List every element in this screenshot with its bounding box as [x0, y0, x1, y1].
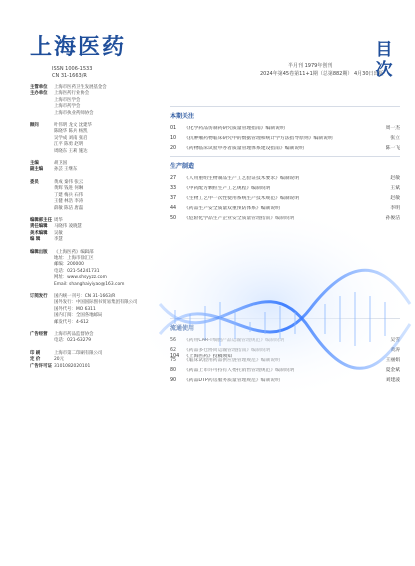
toc-author: 周一杰 [385, 126, 400, 131]
meta-value: 胡卫国 [54, 161, 68, 167]
meta-value: 上海医药行业协会 [54, 91, 90, 97]
section-title: 本期关注 [170, 113, 195, 120]
meta-key: 委员 [30, 179, 39, 185]
section-divider [170, 106, 400, 107]
meta-key: 副主编 [30, 167, 44, 173]
meta-value: 上海市第二印刷有限公司 [54, 350, 103, 356]
meta-value: 国外发行：中国国际图书贸易集团有限公司 [54, 300, 138, 306]
toc-page: 44 [170, 206, 177, 211]
toc-row [170, 126, 400, 132]
meta-value: Email: shanghaiyiyao@163.com [54, 281, 125, 287]
meta-key [30, 149, 54, 155]
toc-page: 20 [170, 146, 177, 151]
meta-row [30, 206, 160, 212]
meta-value: 电话：021-63279 [54, 338, 92, 344]
meta-key: 订阅发行 [30, 293, 48, 299]
toc-row [170, 206, 400, 212]
toc-page: 104 [170, 354, 180, 359]
meta-row [30, 237, 160, 243]
section-title: 生产制造 [170, 163, 195, 170]
meta-key: 定 价 [30, 357, 41, 363]
meta-value: 上海市药品监督协会 [54, 332, 94, 337]
meta-key: 责任编辑 [30, 224, 48, 230]
meta-value: 叶伟明 龙文 沈建华 [54, 123, 92, 129]
meta-value: 周晓东 王莉 施达 [54, 148, 88, 154]
meta-value: 黄成 秦伟 张云 [54, 179, 84, 185]
meta-value: 孙芸 王继东 [54, 167, 78, 173]
toc-author: 张立 [390, 136, 400, 141]
meta-key: 编辑出版 [30, 249, 48, 255]
dna-helix-illustration [150, 214, 415, 394]
section-divider [170, 156, 400, 157]
meta-value: 江平 陈勇 赵明 [54, 142, 84, 148]
meta-key: 主管单位 [30, 85, 48, 90]
meta-row [30, 364, 160, 370]
meta-value: 邮编：200000 [54, 262, 84, 268]
meta-value: 上海市执业药师协会 [54, 110, 94, 116]
meta-value: 20元 [54, 357, 64, 363]
meta-key [30, 320, 54, 326]
meta-value: 李慧 [54, 237, 63, 243]
toc-page: 01 [170, 126, 177, 131]
meta-value: 国内订阅：全国各地邮局 [54, 313, 103, 319]
toc-title: 《生物工艺中一次性使用系统生产技术规范》编制说明 [184, 196, 300, 201]
toc-page: 10 [170, 136, 177, 141]
meta-key: 美术编辑 [30, 230, 48, 236]
toc-row [170, 146, 400, 152]
meta-key: 顾问 [30, 123, 39, 129]
toc-title: 《抗肿瘤药物临床研究中的数据管理和统计学方法指导原则》编制说明 [184, 136, 333, 141]
meta-row [30, 149, 160, 155]
toc-title: 《药物临床试验申办者质量管理体系建设指南》编制说明 [184, 146, 304, 151]
meta-value: 地址：上海市徐汇区 [54, 255, 94, 261]
toc-author: 王斌 [390, 186, 400, 191]
cn-line: CN 31-1663/R [52, 73, 87, 79]
meta-key: 主编 [30, 161, 39, 167]
meta-key: 主办单位 [30, 91, 48, 97]
meta-key: 广告经营 [30, 332, 48, 337]
issn-line: ISSN 1006-1533 [52, 66, 93, 72]
meta-value: 国内统一刊号：CN 31-1663/R [54, 293, 116, 299]
endmatter-entry [170, 354, 400, 364]
toc-author: 赵敏 [390, 196, 400, 201]
toc-title: 《中药配方颗粒生产工艺规程》编制说明 [184, 186, 271, 191]
meta-value: 马晓伟 凌晓慧 [54, 224, 82, 230]
meta-value: 上海市药学会 [54, 104, 81, 110]
meta-value: 陈晓华 陈兵 杨凯 [54, 129, 88, 135]
meta-row [30, 320, 160, 326]
meta-key: 印 刷 [30, 350, 41, 356]
meta-key: 编辑部主任 [30, 217, 52, 223]
toc-row [170, 196, 400, 202]
meta-row [30, 111, 160, 117]
issn-block [52, 66, 92, 80]
meta-value: 王健 林浩 李涛 [54, 199, 84, 205]
toc-title: 《药品生产安全质量双重预防体系》编制说明 [184, 206, 280, 211]
toc-title: 《化学药品仿制药研究质量管理指南》编制说明 [184, 126, 285, 131]
meta-value: 周华 [54, 217, 63, 223]
meta-row [30, 282, 160, 288]
contents-heading: 目次 [375, 40, 393, 80]
publication-frequency: 半月刊 1979年创刊 [288, 63, 333, 69]
toc-author: 李明 [390, 206, 400, 211]
toc-page: 37 [170, 196, 177, 201]
toc-page: 27 [170, 176, 177, 181]
meta-key [30, 111, 54, 117]
toc-title: 《上海医药》投稿须知 [184, 354, 232, 359]
toc-title: 《人用重组生物制品生产工艺验证技术要求》编制说明 [184, 176, 300, 181]
meta-key: 广告许可证 [30, 363, 52, 369]
meta-value: 丁建 梅兵 石伟 [54, 192, 84, 198]
toc-author: 赵敏 [390, 176, 400, 181]
meta-value: 网址：www.shsyyzz.com [54, 275, 107, 281]
meta-row [30, 167, 160, 173]
volume-issue: 2024年第45卷第11+1期（总第882期） 4月30日出版 [260, 71, 384, 77]
toc-page: 33 [170, 186, 177, 191]
meta-value: 上海市医学会 [54, 97, 81, 103]
meta-value: 3101082020101 [54, 363, 91, 369]
meta-value: 吴敏 [54, 230, 63, 236]
toc-row [170, 354, 400, 360]
meta-key [30, 282, 54, 288]
meta-value: 黄辉 钱进 何琳 [54, 186, 84, 192]
meta-key [30, 338, 54, 344]
journal-logo: 上海医药 [30, 34, 127, 60]
toc-row [170, 186, 400, 192]
meta-value: 邮发代号：4-612 [54, 319, 89, 325]
meta-value: 《上海医药》编辑部 [54, 249, 94, 255]
meta-value: 国外代号：MO 6311 [54, 306, 96, 312]
meta-key [30, 206, 54, 212]
toc-row [170, 176, 400, 182]
meta-value: 电话：021-54241731 [54, 268, 100, 274]
meta-row [30, 338, 160, 344]
toc-row [170, 136, 400, 142]
meta-value: 薛敏 陈洁 唐磊 [54, 205, 84, 211]
publication-info-column [30, 85, 160, 370]
toc-author: 陈一飞 [385, 146, 400, 151]
meta-value: 上海市医药卫生发展基金会 [54, 85, 107, 90]
meta-value: 吴学成 刘南 张启 [54, 135, 88, 141]
meta-key: 编 辑 [30, 237, 41, 243]
